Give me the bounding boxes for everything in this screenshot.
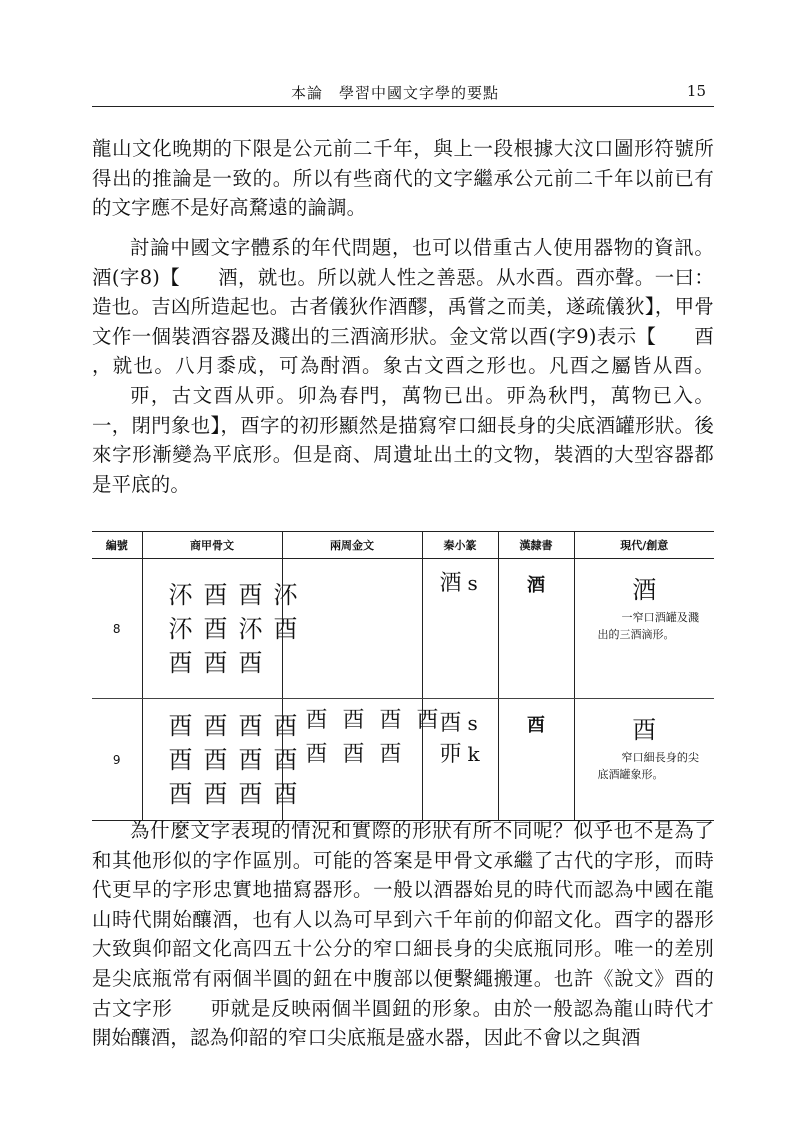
oracle-glyph: 酉 — [238, 648, 263, 677]
bronze-glyph: 酉 — [305, 742, 328, 767]
paragraph-3-text-a: 為什麼文字表現的情況和實際的形狀有所不同呢？似乎也不是為了和其他形似的字作區別。可能的答案是甲骨文承繼了古代的字形，而時代更早的字形忠實地描寫器形。一般以酒器始見的時代而認為中國在龍山時代開始釀酒，也有人以為可早到六千年前的仰韶文化。酉字的器形大致與仰韶文化高四五十公分的窄口細長身的尖底瓶同形。唯一的差別是尖底瓶常有兩個半圓的鈕在中腹部以便繫繩搬運。也許《說文》酉的古文字形 — [92, 819, 714, 1020]
seal-source-tag: k — [467, 742, 480, 766]
paragraph-1: 龍山文化晚期的下限是公元前二千年，與上一段根據大汶口圖形符號所得出的推論是一致的。所以有些商代的文字繼承公元前二千年以前已有的文字應不是好高騖遠的論調。 — [92, 137, 714, 220]
oracle-bone-glyphs — [144, 707, 298, 813]
oracle-glyph: 酉 — [273, 779, 298, 808]
page-number: 15 — [686, 82, 706, 100]
paragraph-3 — [92, 816, 714, 1053]
oracle-glyph: 㳅 — [168, 614, 193, 643]
seal-glyph-you: 酉 — [694, 324, 714, 348]
bronze-glyph: 酉 — [416, 708, 439, 733]
paragraph-2-text-b: ，就也。所以就人性之善惡。从水酉。酉亦聲。一曰：造也。吉凶所造起也。古者儀狄作酒醪，禹嘗之而美，遂疏儀狄】，甲骨文作一個裝酒容器及濺出的三酒滴形狀。金文常以酉(字9)表示【 — [92, 265, 714, 348]
glyph-description: 一窄口酒罐及濺出的三酒滴形。 — [597, 611, 699, 641]
oracle-glyph: 酉 — [203, 711, 228, 740]
oracle-glyph: 酉 — [238, 745, 263, 774]
paragraph-3-text-b: 就是反映兩個半圓鈕的形象。由於一般認為龍山時代才開始釀酒，認為仰韶的窄口尖底瓶是盛水器，因此不會以之與酒 — [92, 996, 714, 1050]
modern-glyph: 酉 — [632, 716, 657, 744]
oracle-bone-cell — [142, 699, 298, 821]
row-number: 8 — [92, 559, 142, 699]
oracle-glyph: 酉 — [203, 614, 228, 643]
oracle-glyph: 酉 — [238, 779, 263, 808]
table-header-row — [92, 532, 714, 559]
character-table — [92, 531, 714, 821]
bronze-glyph: 酉 — [342, 742, 365, 767]
header-modern: 現代/創意 — [574, 532, 714, 559]
oracle-glyph: 酉 — [273, 711, 298, 740]
header-number: 編號 — [92, 532, 142, 559]
running-header — [92, 78, 714, 107]
header-bronze: 兩周金文 — [282, 532, 422, 559]
oracle-glyph: 酉 — [238, 580, 263, 609]
oracle-glyph: 酉 — [273, 745, 298, 774]
oracle-glyph: 酉 — [168, 648, 193, 677]
paragraph-2-text-a: 討論中國文字體系的年代問題，也可以借重古人使用器物的資訊。酒(字8)【 — [92, 236, 714, 289]
modern-cell — [574, 699, 714, 821]
oracle-glyph: 酉 — [238, 711, 263, 740]
seal-glyph-jiu: 酒 — [218, 265, 238, 289]
header-oracle-bone: 商甲骨文 — [142, 532, 282, 559]
oracle-glyph: 㳅 — [273, 580, 298, 609]
bronze-glyphs — [284, 700, 439, 770]
table-row — [92, 559, 714, 699]
oracle-glyph: 酉 — [168, 711, 193, 740]
oracle-glyph: 酉 — [273, 614, 298, 643]
oracle-bone-glyphs — [144, 576, 298, 682]
bronze-cell — [282, 559, 422, 699]
oracle-bone-cell — [142, 559, 298, 699]
seal-cell — [422, 559, 498, 699]
bronze-glyph: 酉 — [305, 708, 328, 733]
seal-glyph-entry — [424, 560, 497, 599]
seal-glyph: 酉 — [439, 711, 462, 736]
bronze-cell — [282, 699, 439, 821]
oracle-glyph: 酉 — [203, 745, 228, 774]
paragraph-2-text-d: ，古文酉从丣。卯為春門，萬物已出。丣為秋門，萬物已入。一，閉門象也】，酉字的初形顯然是描寫窄口細長身的尖底酒罐形狀。後來字形漸變為平底形。但是商、周遺址出土的文物，裝酒的大型容器都是平底的。 — [92, 383, 714, 496]
paragraph-2-text-c: ，就也。八月黍成，可為酎酒。象古文酉之形也。凡酉之屬皆从酉。 — [92, 354, 714, 378]
oracle-glyph: 酉 — [168, 745, 193, 774]
seal-glyph: 酒 — [439, 571, 462, 596]
chapter-title: 本論 學習中國文字學的要點 — [290, 84, 499, 102]
seal-glyph: 丣 — [439, 742, 462, 767]
seal-source-tag: s — [467, 571, 478, 595]
paragraph-2 — [92, 233, 714, 499]
modern-glyph: 酒 — [632, 576, 657, 604]
seal-glyph-entry — [424, 739, 497, 770]
ancient-glyph-you: 丣 — [210, 996, 231, 1020]
oracle-glyph: 㳅 — [168, 580, 193, 609]
oracle-glyph: 酉 — [168, 779, 193, 808]
oracle-glyph: 酉 — [203, 580, 228, 609]
glyph-description: 窄口細長身的尖底酒罐象形。 — [597, 751, 699, 781]
table-row — [92, 699, 714, 821]
oracle-glyph: 㳅 — [238, 614, 263, 643]
clerical-cell: 酉 — [498, 699, 574, 821]
modern-cell — [574, 559, 714, 699]
clerical-cell: 酒 — [498, 559, 574, 699]
row-number: 9 — [112, 752, 121, 767]
oracle-glyph: 酉 — [203, 648, 228, 677]
header-seal: 秦小篆 — [422, 532, 498, 559]
oracle-glyph: 酉 — [203, 779, 228, 808]
header-clerical: 漢隸書 — [498, 532, 574, 559]
bronze-glyph: 酉 — [342, 708, 365, 733]
seal-source-tag: s — [467, 711, 478, 735]
ancient-glyph-you: 丣 — [130, 383, 150, 407]
bronze-glyph: 酉 — [379, 742, 402, 767]
bronze-glyph: 酉 — [379, 708, 402, 733]
